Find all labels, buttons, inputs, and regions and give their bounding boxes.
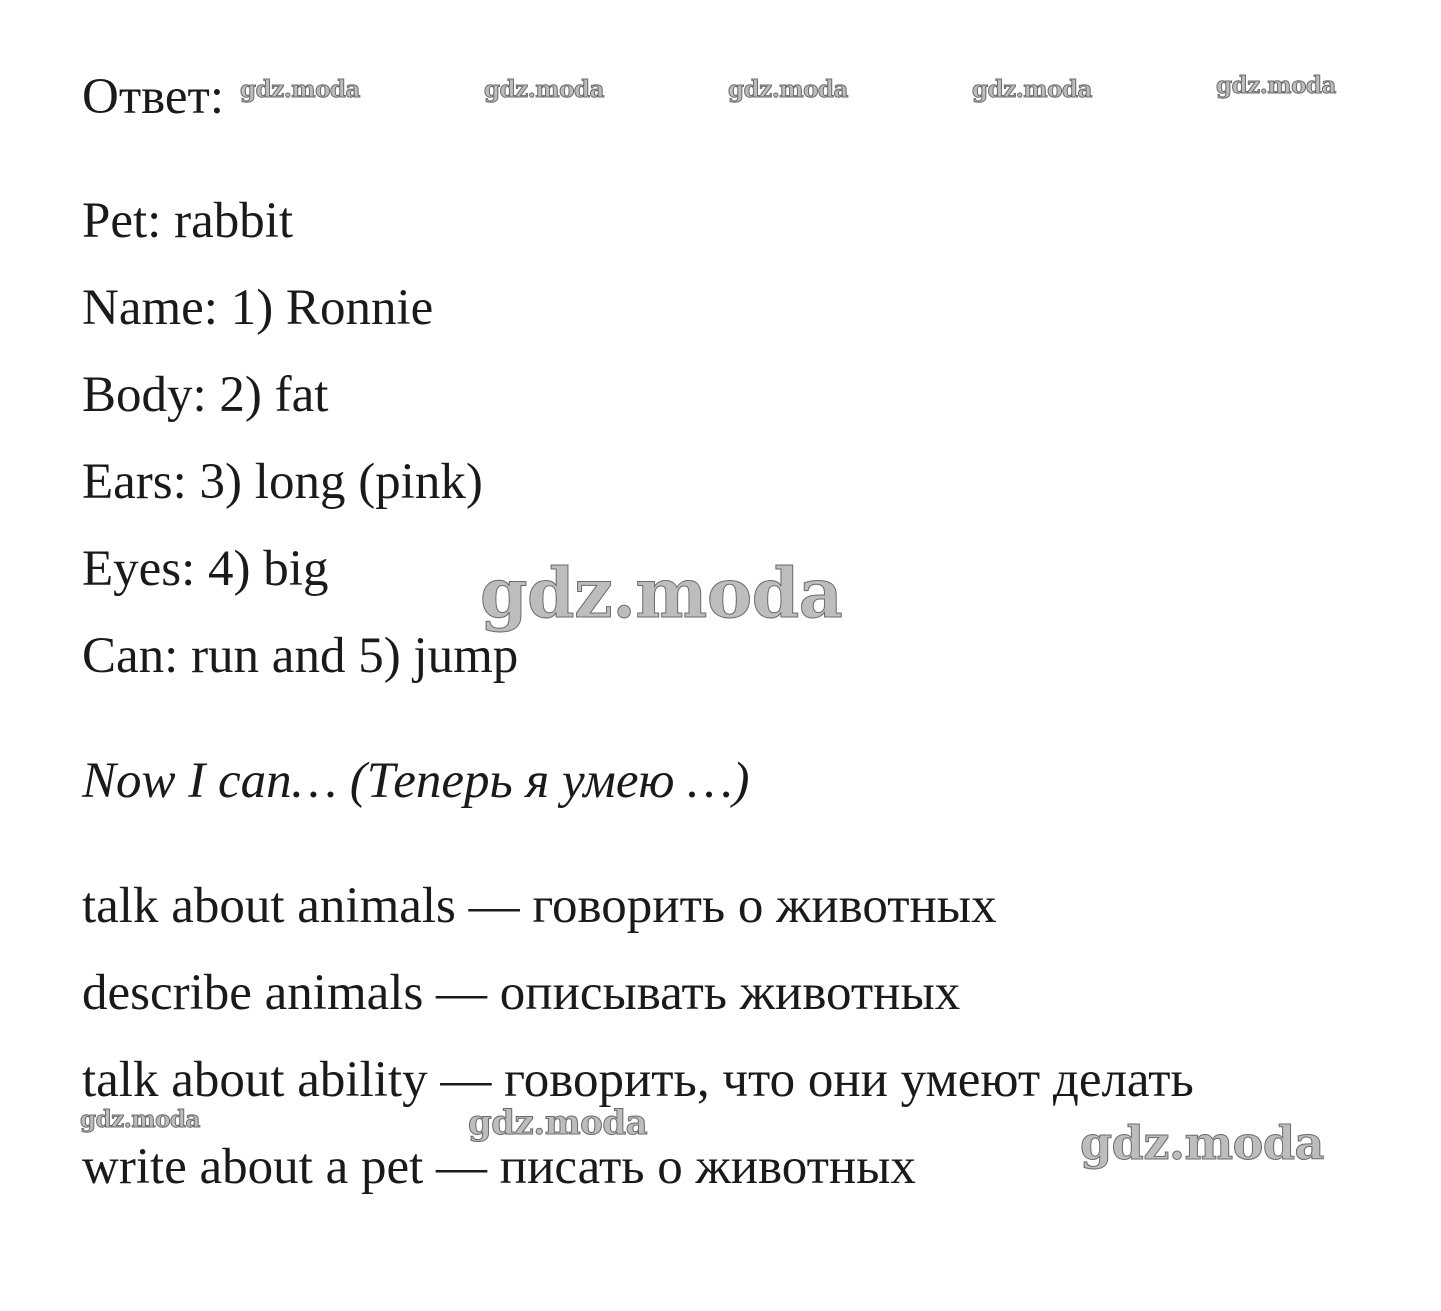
watermark: gdz.moda: [1216, 72, 1336, 99]
answer-line-name: Name: 1) Ronnie: [82, 280, 434, 336]
answer-line-pet: Pet: rabbit: [82, 193, 294, 249]
watermark: gdz.moda: [1080, 1116, 1324, 1170]
skill-line-talk-ability: talk about ability — говорить, что они умеют делать: [82, 1052, 1194, 1108]
answer-line-ears: Ears: 3) long (pink): [82, 454, 483, 510]
skill-line-describe-animals: describe animals — описывать животных: [82, 965, 961, 1021]
watermark: gdz.moda: [728, 76, 848, 103]
answer-line-eyes: Eyes: 4) big: [82, 541, 329, 597]
skill-line-write-pet: write about a pet — писать о животных: [82, 1139, 916, 1195]
watermark: gdz.moda: [240, 76, 360, 103]
watermark: gdz.moda: [80, 1106, 200, 1133]
skill-line-talk-animals: talk about animals — говорить о животных: [82, 878, 997, 934]
now-i-can-heading: Now I can… (Теперь я умею …): [82, 753, 750, 809]
watermark: gdz.moda: [468, 1103, 648, 1143]
watermark: gdz.moda: [484, 76, 604, 103]
watermark: gdz.moda: [972, 76, 1092, 103]
watermark: gdz.moda: [480, 554, 843, 634]
answer-line-can: Can: run and 5) jump: [82, 628, 519, 684]
answer-label: Ответ:: [82, 69, 224, 125]
answer-line-body: Body: 2) fat: [82, 367, 329, 423]
